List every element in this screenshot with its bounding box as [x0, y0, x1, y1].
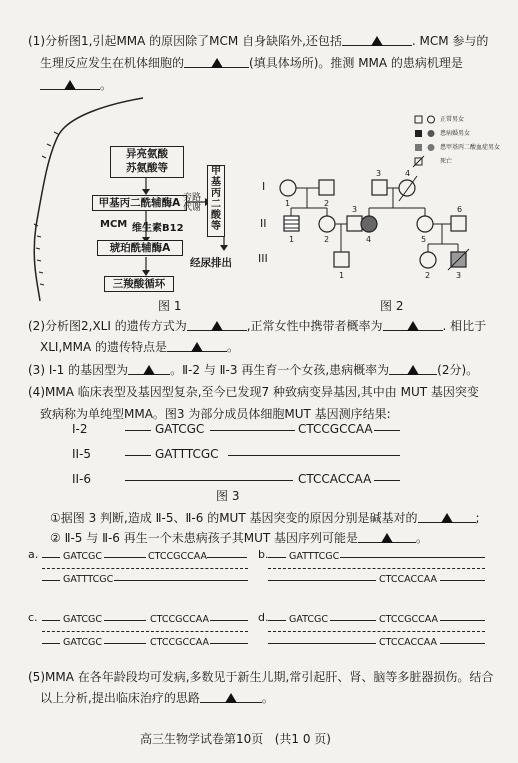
triangle-icon [407, 321, 419, 331]
triangle-icon [143, 365, 155, 375]
svg-text:6: 6 [457, 205, 463, 214]
answer-blank-6[interactable] [167, 339, 227, 352]
generation-label-III: III [258, 252, 268, 265]
metabolite-methylmalonyl-coa: 甲基丙二酰辅酶A [92, 195, 187, 211]
svg-text:5: 5 [421, 235, 427, 244]
triangle-icon [211, 58, 223, 68]
option-a-bottom-seq1: GATTTCGC [63, 574, 114, 585]
seq-fragment: GATCGC [155, 422, 205, 436]
metabolite-succinyl-coa: 琥珀酰辅酶A [97, 240, 183, 256]
option-a-top-seq1: GATCGC [63, 551, 102, 562]
subquestion-2: ② Ⅱ-5 与 Ⅱ-6 再生一个未患病孩子其MUT 基因序列可能是 。 [50, 531, 429, 545]
q5-line1: (5)MMA 在各年龄段均可发病,多数见于新生儿期,常引起肝、肾、脑等多脏器损伤。结合 [28, 670, 494, 684]
triangle-icon [441, 513, 453, 523]
triangle-icon [225, 693, 237, 703]
seq-row-label: II-5 [72, 447, 92, 461]
option-a-label[interactable]: a. [28, 548, 39, 561]
triangle-icon [381, 533, 393, 543]
svg-text:2: 2 [425, 271, 431, 280]
option-c-label[interactable]: c. [28, 611, 38, 624]
metabolite-methylmalonic-acid: 甲 基 丙 二 酸 等 [207, 165, 225, 237]
cofactor-vitamin-b12: 维生素B12 [132, 223, 184, 234]
figure-3-caption: 图 3 [216, 489, 240, 503]
figure-1-caption: 图 1 [158, 299, 182, 313]
svg-text:2: 2 [324, 235, 330, 244]
answer-blank-11[interactable] [200, 690, 262, 703]
answer-blank-5[interactable] [383, 318, 443, 331]
answer-blank-3[interactable] [40, 77, 100, 90]
option-b-label[interactable]: b. [258, 548, 269, 561]
svg-text:3: 3 [456, 271, 462, 280]
enzyme-mcm: MCM [100, 219, 128, 230]
q4-line1: (4)MMA 临床表型及基因型复杂,至今已发现7 种致病变异基因,其中由 MUT 基因突变 [28, 385, 479, 399]
q2-line1: (2)分析图2,XLI 的遗传方式为 ,正常女性中携带者概率为 . 相比于 [28, 319, 487, 333]
triangle-icon [191, 342, 203, 352]
answer-blank-7[interactable] [128, 362, 170, 375]
svg-text:1: 1 [285, 199, 291, 208]
seq-row-label: II-6 [72, 472, 92, 486]
page-footer: 高三生物学试卷第10页 (共1 0 页) [140, 732, 331, 746]
option-b-bottom-seq2: CTCCACCAA [379, 574, 438, 585]
option-c-top-seq2: CTCCGCCAA [150, 614, 210, 625]
answer-blank-2[interactable] [184, 55, 249, 68]
figure-2-caption: 图 2 [380, 299, 404, 313]
svg-text:4: 4 [366, 235, 372, 244]
svg-text:4: 4 [405, 169, 411, 178]
triangle-icon [211, 321, 223, 331]
answer-blank-4[interactable] [187, 318, 247, 331]
q1-line2: 生理反应发生在机体细胞的 (填具体场所)。推测 MMA 的患病机理是 [40, 56, 463, 70]
answer-blank-10[interactable] [358, 530, 416, 543]
option-c-bottom-seq1: GATCGC [63, 637, 102, 648]
svg-text:2: 2 [324, 199, 330, 208]
pedigree-legend: 正常男女 患病婚男女 患甲基丙二酸血症男女 死亡 [440, 116, 501, 165]
option-c-top-seq1: GATCGC [63, 614, 102, 625]
svg-text:3: 3 [352, 205, 358, 214]
answer-blank-9[interactable] [418, 510, 476, 523]
subquestion-1: ①据图 3 判断,造成 Ⅱ-5、Ⅱ-6 的MUT 基因突变的原因分别是碱基对的 ; [50, 511, 480, 525]
triangle-icon [371, 36, 383, 46]
metabolite-amino-acids: 异亮氨酸 苏氨酸等 [110, 146, 184, 178]
generation-label-II: II [260, 217, 267, 230]
urine-excretion-label: 经尿排出 [190, 257, 232, 269]
q5-line2: 以上分析,提出临床治疗的思路 。 [40, 691, 274, 705]
q1-line1: (1)分析图1,引起MMA 的原因除了MCM 自身缺陷外,还包括 . MCM 参与的 [28, 34, 489, 48]
q4-line2: 致病称为单纯型MMA。图3 为部分成员体细胞MUT 基因测序结果: [40, 407, 391, 421]
q3-line1: (3) Ⅰ-1 的基因型为 。Ⅱ-2 与 Ⅱ-3 再生育一个女孩,患病概率为 (2分)。 [28, 363, 479, 377]
option-d-top-seq1: GATCGC [289, 614, 328, 625]
answer-blank-1[interactable] [342, 33, 412, 46]
svg-text:1: 1 [339, 271, 345, 280]
q2-line2: XLI,MMA 的遗传特点是 。 [40, 340, 240, 354]
option-b-top-seq1: GATTTCGC [289, 551, 340, 562]
option-d-bottom-seq2: CTCCACCAA [379, 637, 438, 648]
bypass-metabolism-label: 旁路 代谢 [183, 193, 202, 213]
q1-line3: 。 [40, 77, 112, 93]
triangle-icon [407, 365, 419, 375]
svg-text:1: 1 [289, 235, 295, 244]
seq-fragment: GATTTCGC [155, 447, 219, 461]
option-d-label[interactable]: d. [258, 611, 269, 624]
seq-fragment: CTCCACCAA [298, 472, 372, 486]
option-a-top-seq2: CTCCGCCAA [148, 551, 208, 562]
seq-fragment: CTCCGCCAA [298, 422, 373, 436]
option-d-top-seq2: CTCCGCCAA [379, 614, 439, 625]
option-c-bottom-seq2: CTCCGCCAA [150, 637, 210, 648]
membrane-ticks [34, 132, 58, 285]
svg-text:3: 3 [376, 169, 382, 178]
seq-row-label: I-2 [72, 422, 88, 436]
tca-cycle: 三羧酸循环 [104, 276, 174, 292]
answer-blank-8[interactable] [389, 362, 437, 375]
generation-label-I: I [262, 180, 266, 193]
triangle-icon [64, 80, 76, 90]
